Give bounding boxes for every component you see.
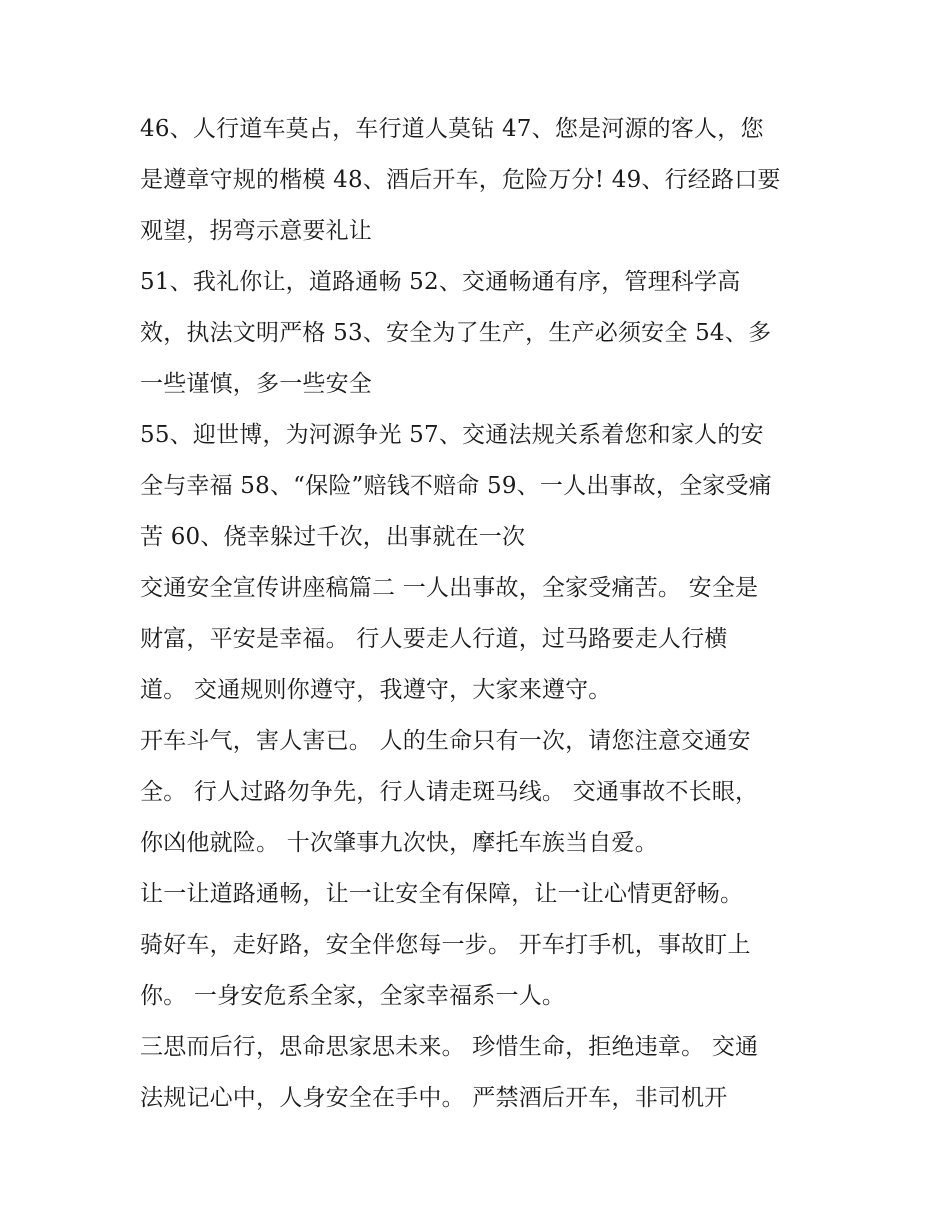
text-line: 是遵章守规的楷模 48、酒后开车，危险万分! 49、行经路口要 (140, 167, 781, 193)
text-line: 51、我礼你让，道路通畅 52、交通畅通有序，管理科学高 (140, 269, 741, 295)
text-line: 道。 交通规则你遵守，我遵守，大家来遵守。 (140, 677, 612, 703)
text-line: 一些谨慎，多一些安全 (140, 371, 372, 397)
text-line: 你。 一身安危系全家，全家幸福系一人。 (140, 983, 566, 1009)
text-line: 三思而后行，思命思家思未来。 珍惜生命，拒绝违章。 交通 (140, 1034, 759, 1060)
text-line: 苦 60、侥幸躲过千次，出事就在一次 (140, 524, 526, 550)
text-line: 让一让道路通畅，让一让安全有保障，让一让心情更舒畅。 (140, 881, 744, 907)
text-line: 46、人行道车莫占，车行道人莫钻 47、您是河源的客人，您 (140, 116, 764, 142)
text-line: 骑好车，走好路，安全伴您每一步。 开车打手机，事故盯上 (140, 932, 751, 958)
text-line: 财富，平安是幸福。 行人要走人行道，过马路要走人行横 (140, 626, 728, 652)
text-line: 开车斗气，害人害已。 人的生命只有一次，请您注意交通安 (140, 728, 751, 754)
paragraph-think-before-acting (140, 1022, 810, 1124)
paragraph-driving-temper (140, 716, 810, 869)
text-line: 全。 行人过路勿争先，行人请走斑马线。 交通事故不长眼， (140, 779, 759, 805)
paragraph-slogans-46-49 (140, 104, 810, 257)
text-line: 你凶他就险。 十次肇事九次快，摩托车族当自爱。 (140, 830, 658, 856)
text-line: 法规记心中，人身安全在手中。 严禁酒后开车，非司机开 (140, 1085, 728, 1111)
text-line: 效，执法文明严格 53、安全为了生产，生产必须安全 54、多 (140, 320, 772, 346)
text-line: 55、迎世博，为河源争光 57、交通法规关系着您和家人的安 (140, 422, 764, 448)
text-line: 观望，拐弯示意要礼让 (140, 218, 372, 244)
paragraph-slogans-51-54 (140, 257, 810, 410)
paragraph-lecture-part-two (140, 563, 810, 716)
paragraph-slogans-55-60 (140, 410, 810, 563)
text-line: 全与幸福 58、“保险”赔钱不赔命 59、一人出事故，全家受痛 (140, 473, 772, 499)
document-body (140, 104, 810, 1124)
paragraph-yield-way (140, 869, 810, 1022)
text-line: 交通安全宣传讲座稿篇二 一人出事故，全家受痛苦。 安全是 (140, 575, 759, 601)
